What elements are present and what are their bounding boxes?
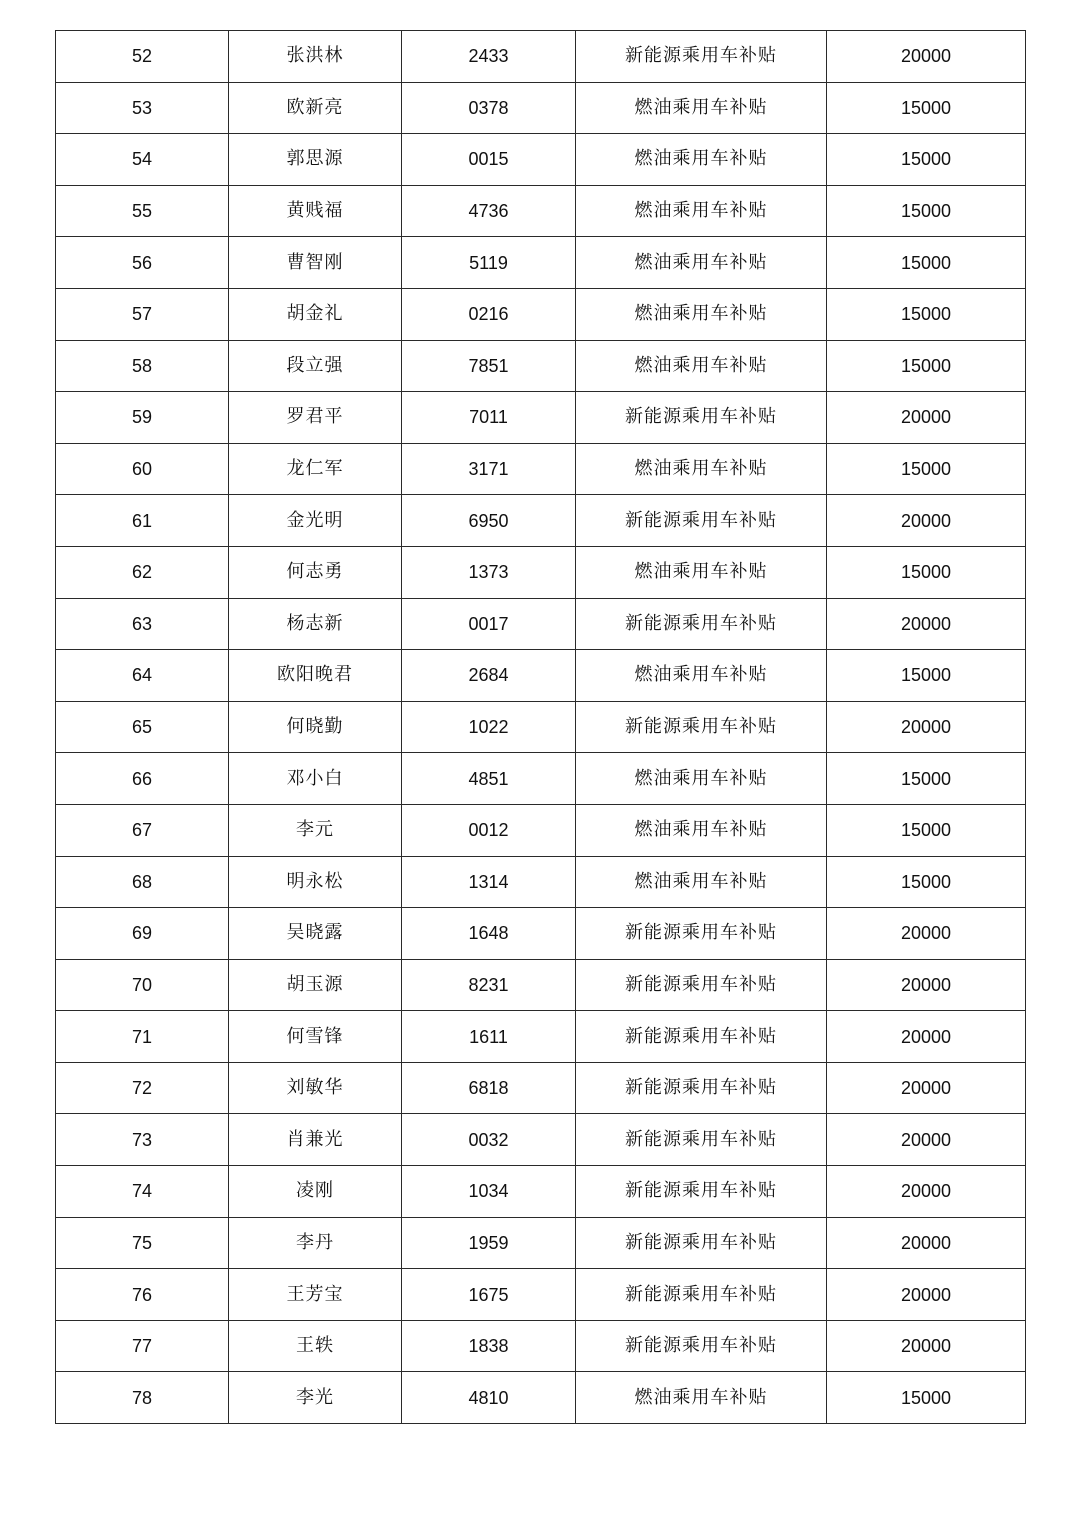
subsidy-type-cell: 新能源乘用车补贴 [576, 1166, 827, 1218]
subsidy-type-cell: 新能源乘用车补贴 [576, 1062, 827, 1114]
name-cell: 张洪林 [229, 31, 402, 83]
code-cell: 1648 [402, 908, 576, 960]
subsidy-type-cell: 新能源乘用车补贴 [576, 959, 827, 1011]
name-cell: 杨志新 [229, 598, 402, 650]
subsidy-type-cell: 燃油乘用车补贴 [576, 185, 827, 237]
name-cell: 胡金礼 [229, 288, 402, 340]
table-row [56, 546, 1026, 598]
amount-cell: 15000 [827, 546, 1026, 598]
name-cell: 明永松 [229, 856, 402, 908]
amount-cell: 15000 [827, 443, 1026, 495]
row-number-cell: 54 [56, 134, 229, 186]
subsidy-type-cell: 新能源乘用车补贴 [576, 1269, 827, 1321]
amount-cell: 20000 [827, 1062, 1026, 1114]
table-row [56, 650, 1026, 702]
amount-cell: 20000 [827, 1011, 1026, 1063]
amount-cell: 15000 [827, 134, 1026, 186]
row-number-cell: 71 [56, 1011, 229, 1063]
subsidy-type-cell: 新能源乘用车补贴 [576, 392, 827, 444]
code-cell: 6818 [402, 1062, 576, 1114]
table-row [56, 1114, 1026, 1166]
table-row [56, 185, 1026, 237]
row-number-cell: 59 [56, 392, 229, 444]
amount-cell: 15000 [827, 804, 1026, 856]
row-number-cell: 62 [56, 546, 229, 598]
row-number-cell: 69 [56, 908, 229, 960]
code-cell: 2433 [402, 31, 576, 83]
amount-cell: 15000 [827, 185, 1026, 237]
code-cell: 2684 [402, 650, 576, 702]
table-row [56, 1320, 1026, 1372]
name-cell: 李元 [229, 804, 402, 856]
name-cell: 金光明 [229, 495, 402, 547]
subsidy-type-cell: 新能源乘用车补贴 [576, 495, 827, 547]
row-number-cell: 68 [56, 856, 229, 908]
table-row [56, 1372, 1026, 1424]
row-number-cell: 78 [56, 1372, 229, 1424]
row-number-cell: 53 [56, 82, 229, 134]
table-row [56, 288, 1026, 340]
name-cell: 欧阳晚君 [229, 650, 402, 702]
subsidy-type-cell: 燃油乘用车补贴 [576, 237, 827, 289]
subsidy-type-cell: 燃油乘用车补贴 [576, 546, 827, 598]
table-row [56, 856, 1026, 908]
row-number-cell: 70 [56, 959, 229, 1011]
table-row [56, 1166, 1026, 1218]
name-cell: 何志勇 [229, 546, 402, 598]
subsidy-type-cell: 新能源乘用车补贴 [576, 1217, 827, 1269]
row-number-cell: 64 [56, 650, 229, 702]
amount-cell: 20000 [827, 701, 1026, 753]
table-row [56, 237, 1026, 289]
table-row [56, 1062, 1026, 1114]
row-number-cell: 57 [56, 288, 229, 340]
table-row [56, 495, 1026, 547]
code-cell: 0378 [402, 82, 576, 134]
row-number-cell: 77 [56, 1320, 229, 1372]
subsidy-type-cell: 燃油乘用车补贴 [576, 753, 827, 805]
row-number-cell: 60 [56, 443, 229, 495]
table-row [56, 1011, 1026, 1063]
amount-cell: 15000 [827, 340, 1026, 392]
name-cell: 郭思源 [229, 134, 402, 186]
subsidy-type-cell: 燃油乘用车补贴 [576, 134, 827, 186]
subsidy-type-cell: 新能源乘用车补贴 [576, 1114, 827, 1166]
row-number-cell: 63 [56, 598, 229, 650]
name-cell: 邓小白 [229, 753, 402, 805]
code-cell: 1675 [402, 1269, 576, 1321]
subsidy-table [55, 30, 1026, 1424]
code-cell: 4851 [402, 753, 576, 805]
amount-cell: 20000 [827, 31, 1026, 83]
table-row [56, 804, 1026, 856]
row-number-cell: 65 [56, 701, 229, 753]
code-cell: 5119 [402, 237, 576, 289]
amount-cell: 15000 [827, 237, 1026, 289]
code-cell: 1314 [402, 856, 576, 908]
row-number-cell: 61 [56, 495, 229, 547]
subsidy-type-cell: 新能源乘用车补贴 [576, 701, 827, 753]
amount-cell: 20000 [827, 959, 1026, 1011]
name-cell: 王芳宝 [229, 1269, 402, 1321]
code-cell: 4736 [402, 185, 576, 237]
table-row [56, 1217, 1026, 1269]
subsidy-type-cell: 新能源乘用车补贴 [576, 31, 827, 83]
amount-cell: 20000 [827, 1217, 1026, 1269]
row-number-cell: 74 [56, 1166, 229, 1218]
name-cell: 吴晓露 [229, 908, 402, 960]
name-cell: 段立强 [229, 340, 402, 392]
name-cell: 曹智刚 [229, 237, 402, 289]
code-cell: 8231 [402, 959, 576, 1011]
code-cell: 1373 [402, 546, 576, 598]
name-cell: 欧新亮 [229, 82, 402, 134]
subsidy-type-cell: 燃油乘用车补贴 [576, 82, 827, 134]
code-cell: 1022 [402, 701, 576, 753]
amount-cell: 15000 [827, 288, 1026, 340]
name-cell: 何雪锋 [229, 1011, 402, 1063]
subsidy-type-cell: 新能源乘用车补贴 [576, 598, 827, 650]
code-cell: 0015 [402, 134, 576, 186]
subsidy-type-cell: 燃油乘用车补贴 [576, 650, 827, 702]
amount-cell: 15000 [827, 650, 1026, 702]
amount-cell: 15000 [827, 753, 1026, 805]
row-number-cell: 75 [56, 1217, 229, 1269]
amount-cell: 20000 [827, 495, 1026, 547]
table-row [56, 1269, 1026, 1321]
name-cell: 龙仁军 [229, 443, 402, 495]
name-cell: 何晓勤 [229, 701, 402, 753]
code-cell: 7851 [402, 340, 576, 392]
row-number-cell: 73 [56, 1114, 229, 1166]
code-cell: 1034 [402, 1166, 576, 1218]
row-number-cell: 52 [56, 31, 229, 83]
code-cell: 7011 [402, 392, 576, 444]
name-cell: 王轶 [229, 1320, 402, 1372]
row-number-cell: 56 [56, 237, 229, 289]
name-cell: 肖兼光 [229, 1114, 402, 1166]
code-cell: 3171 [402, 443, 576, 495]
table-row [56, 701, 1026, 753]
subsidy-type-cell: 新能源乘用车补贴 [576, 1011, 827, 1063]
subsidy-type-cell: 燃油乘用车补贴 [576, 288, 827, 340]
amount-cell: 20000 [827, 392, 1026, 444]
code-cell: 4810 [402, 1372, 576, 1424]
amount-cell: 15000 [827, 1372, 1026, 1424]
table-row [56, 959, 1026, 1011]
table-row [56, 134, 1026, 186]
amount-cell: 20000 [827, 1166, 1026, 1218]
code-cell: 1611 [402, 1011, 576, 1063]
name-cell: 黄贱福 [229, 185, 402, 237]
amount-cell: 20000 [827, 908, 1026, 960]
amount-cell: 20000 [827, 598, 1026, 650]
table-row [56, 908, 1026, 960]
table-row [56, 598, 1026, 650]
subsidy-type-cell: 新能源乘用车补贴 [576, 908, 827, 960]
table-row [56, 392, 1026, 444]
row-number-cell: 66 [56, 753, 229, 805]
row-number-cell: 67 [56, 804, 229, 856]
code-cell: 1838 [402, 1320, 576, 1372]
row-number-cell: 72 [56, 1062, 229, 1114]
amount-cell: 15000 [827, 856, 1026, 908]
amount-cell: 20000 [827, 1320, 1026, 1372]
name-cell: 胡玉源 [229, 959, 402, 1011]
row-number-cell: 55 [56, 185, 229, 237]
table-row [56, 753, 1026, 805]
code-cell: 0017 [402, 598, 576, 650]
amount-cell: 20000 [827, 1114, 1026, 1166]
table-body [56, 31, 1026, 1424]
name-cell: 刘敏华 [229, 1062, 402, 1114]
subsidy-type-cell: 燃油乘用车补贴 [576, 443, 827, 495]
name-cell: 李丹 [229, 1217, 402, 1269]
subsidy-type-cell: 燃油乘用车补贴 [576, 856, 827, 908]
table-row [56, 82, 1026, 134]
code-cell: 0216 [402, 288, 576, 340]
table-row [56, 443, 1026, 495]
subsidy-type-cell: 新能源乘用车补贴 [576, 1320, 827, 1372]
row-number-cell: 76 [56, 1269, 229, 1321]
subsidy-type-cell: 燃油乘用车补贴 [576, 340, 827, 392]
code-cell: 6950 [402, 495, 576, 547]
subsidy-type-cell: 燃油乘用车补贴 [576, 1372, 827, 1424]
code-cell: 1959 [402, 1217, 576, 1269]
table-row [56, 340, 1026, 392]
table-row [56, 31, 1026, 83]
code-cell: 0012 [402, 804, 576, 856]
row-number-cell: 58 [56, 340, 229, 392]
name-cell: 李光 [229, 1372, 402, 1424]
name-cell: 罗君平 [229, 392, 402, 444]
amount-cell: 20000 [827, 1269, 1026, 1321]
amount-cell: 15000 [827, 82, 1026, 134]
name-cell: 凌刚 [229, 1166, 402, 1218]
subsidy-type-cell: 燃油乘用车补贴 [576, 804, 827, 856]
code-cell: 0032 [402, 1114, 576, 1166]
